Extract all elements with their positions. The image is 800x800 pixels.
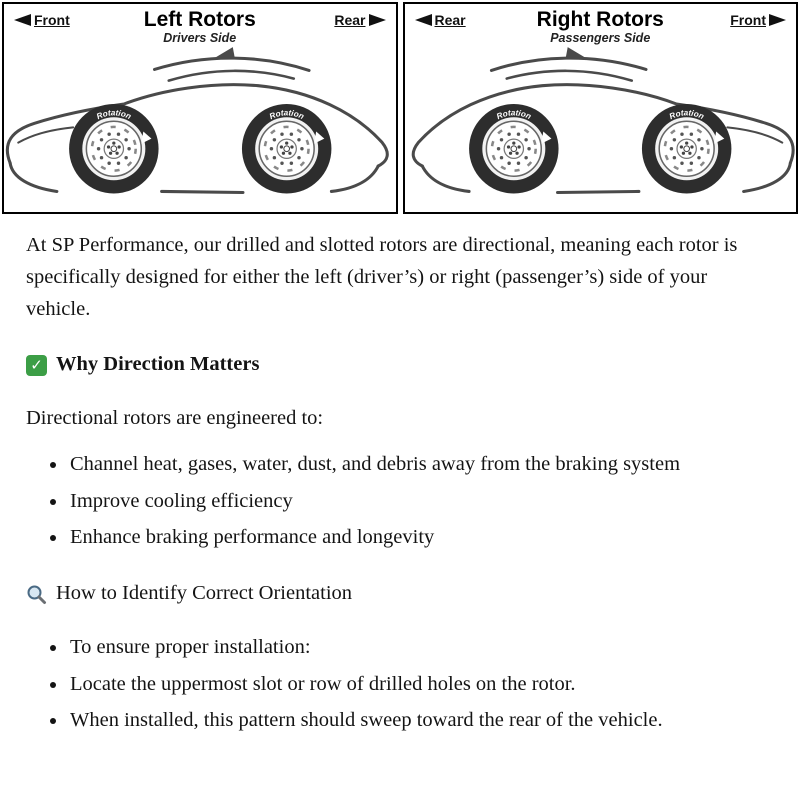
bullet-item: • Enhance braking performance and longevity xyxy=(68,522,774,554)
arrow-left-icon xyxy=(14,14,31,26)
direction-label: Front xyxy=(34,12,70,28)
bullet-item: • Improve cooling efficiency xyxy=(68,486,774,518)
car-body-left xyxy=(7,47,387,192)
front-rotor-right xyxy=(641,104,730,193)
rotor-direction-diagram xyxy=(0,0,800,214)
panel-title: Right Rotors xyxy=(536,8,664,31)
arrow-right-icon xyxy=(369,14,386,26)
magnifier-icon xyxy=(26,584,47,605)
direction-label: Rear xyxy=(434,12,466,28)
bullet-item: • Channel heat, gases, water, dust, and debris away from the braking system xyxy=(68,449,774,481)
section2-bullet-list xyxy=(26,632,774,737)
right-rotors-panel xyxy=(403,2,799,214)
front-rotor-left xyxy=(69,104,158,193)
arrow-right-icon xyxy=(769,14,786,26)
bullet-item: • Locate the uppermost slot or row of drilled holes on the rotor. xyxy=(68,669,774,701)
rear-rotor-right xyxy=(469,104,558,193)
front-direction xyxy=(730,12,786,28)
section1-lead: Directional rotors are engineered to: xyxy=(26,407,324,430)
panel-subtitle: Passengers Side xyxy=(550,31,651,46)
car-illustration-left xyxy=(4,43,396,206)
intro-paragraph: At SP Performance, our drilled and slotted rotors are directional, meaning each rotor is specifically designed for either the left (driver’s) or right (passenger’s) side of your vehicle. xyxy=(26,234,738,320)
section-heading-identify-orientation xyxy=(26,578,774,610)
bullet-item: • When installed, this pattern should sweep toward the rear of the vehicle. xyxy=(68,705,774,737)
section-heading-why-direction-matters xyxy=(26,349,774,381)
check-icon: ✓ xyxy=(26,355,47,376)
section1-bullet-list xyxy=(26,449,774,554)
left-rotors-panel xyxy=(2,2,398,214)
right-panel-title-block xyxy=(537,9,664,45)
article-content xyxy=(0,214,800,737)
rear-direction xyxy=(415,12,537,28)
rear-rotor-left xyxy=(242,104,331,193)
panel-title: Left Rotors xyxy=(143,8,256,31)
arrow-left-icon xyxy=(415,14,432,26)
right-panel-header xyxy=(405,4,797,45)
section-title: How to Identify Correct Orientation xyxy=(56,582,353,605)
bullet-item: • To ensure proper installation: xyxy=(68,632,774,664)
rear-direction xyxy=(334,12,385,28)
car-illustration-right xyxy=(405,43,797,206)
left-panel-title-block xyxy=(144,9,256,45)
front-direction xyxy=(14,12,144,28)
car-body-right xyxy=(413,47,793,192)
section-title: Why Direction Matters xyxy=(56,353,260,376)
panel-subtitle: Drivers Side xyxy=(163,31,237,46)
left-panel-header xyxy=(4,4,396,45)
direction-label: Rear xyxy=(334,12,366,28)
direction-label: Front xyxy=(730,12,766,28)
